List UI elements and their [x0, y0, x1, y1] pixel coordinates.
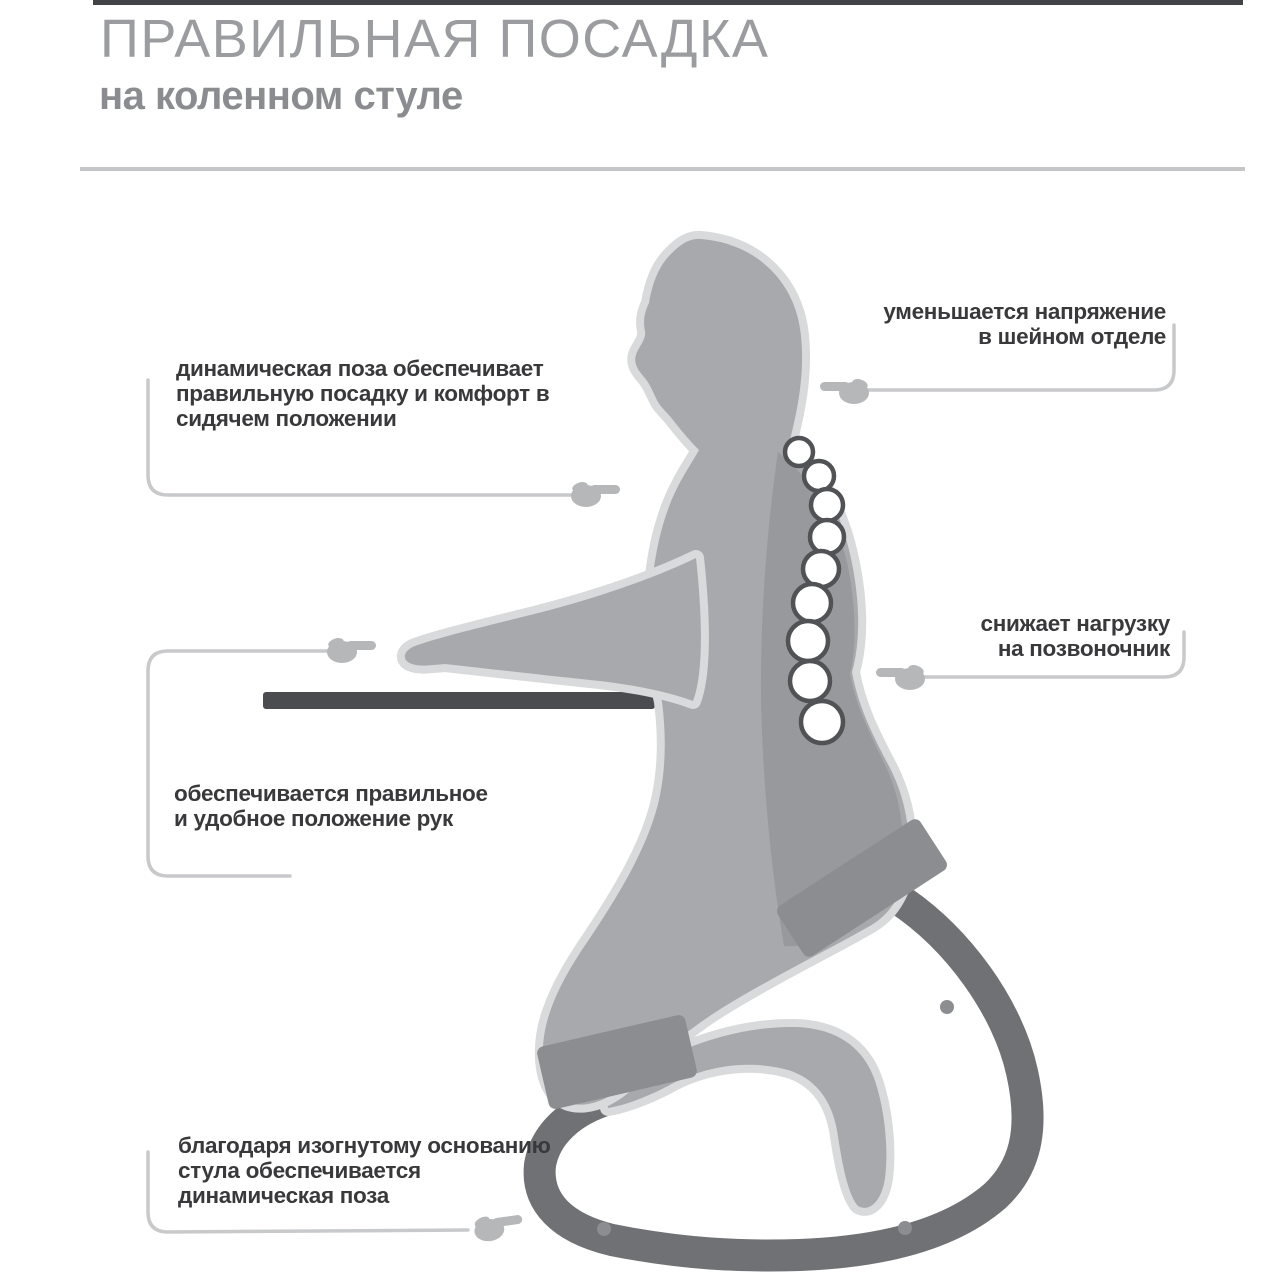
annotation-line: благодаря изогнутому основанию	[178, 1133, 551, 1158]
page-title: ПРАВИЛЬНАЯ ПОСАДКА	[100, 9, 770, 69]
annotation-spine-load	[981, 611, 1170, 661]
leader-arms	[148, 651, 330, 876]
vertebra-dot	[793, 584, 831, 622]
frame-screw-dot	[597, 1222, 611, 1236]
annotation-line: динамическая поза	[178, 1183, 389, 1208]
annotation-line: обеспечивается правильное	[174, 781, 488, 806]
hand-pointer-icon	[876, 663, 925, 690]
annotation-curved-base	[178, 1133, 551, 1208]
vertebra-dot	[804, 461, 834, 491]
vertebra-dot	[810, 520, 844, 554]
annotation-neck-strain	[883, 299, 1166, 349]
vertebra-dot	[801, 701, 843, 743]
vertebra-dot	[790, 661, 830, 701]
frame-screw-dot	[940, 1000, 954, 1014]
hand-pointer-icon	[472, 1210, 524, 1243]
annotation-line: снижает нагрузку	[980, 611, 1170, 636]
vertebra-dot	[811, 489, 843, 521]
silhouette-arm	[405, 558, 701, 701]
hand-pointer-icon	[820, 377, 869, 404]
desk-surface	[263, 692, 655, 709]
annotation-line: сидячем положении	[176, 406, 397, 431]
annotation-line: уменьшается напряжение	[883, 299, 1166, 324]
page-subtitle: на коленном стуле	[99, 74, 463, 118]
annotation-arm-position	[174, 781, 488, 831]
annotation-dynamic-posture	[176, 356, 549, 431]
vertebra-dot	[803, 551, 839, 587]
annotation-line: и удобное положение рук	[174, 806, 453, 831]
vertebra-dot	[785, 438, 813, 466]
annotation-line: динамическая поза обеспечивает	[176, 356, 544, 381]
annotation-line: правильную посадку и комфорт в	[176, 381, 550, 406]
hand-pointer-icon	[571, 480, 620, 507]
hand-pointer-icon	[327, 636, 376, 663]
annotation-line: на позвоночник	[997, 636, 1170, 661]
frame-screw-dot	[898, 1221, 912, 1235]
annotation-line: стула обеспечивается	[178, 1158, 421, 1183]
annotation-line: в шейном отделе	[978, 324, 1166, 349]
vertebra-dot	[788, 621, 828, 661]
